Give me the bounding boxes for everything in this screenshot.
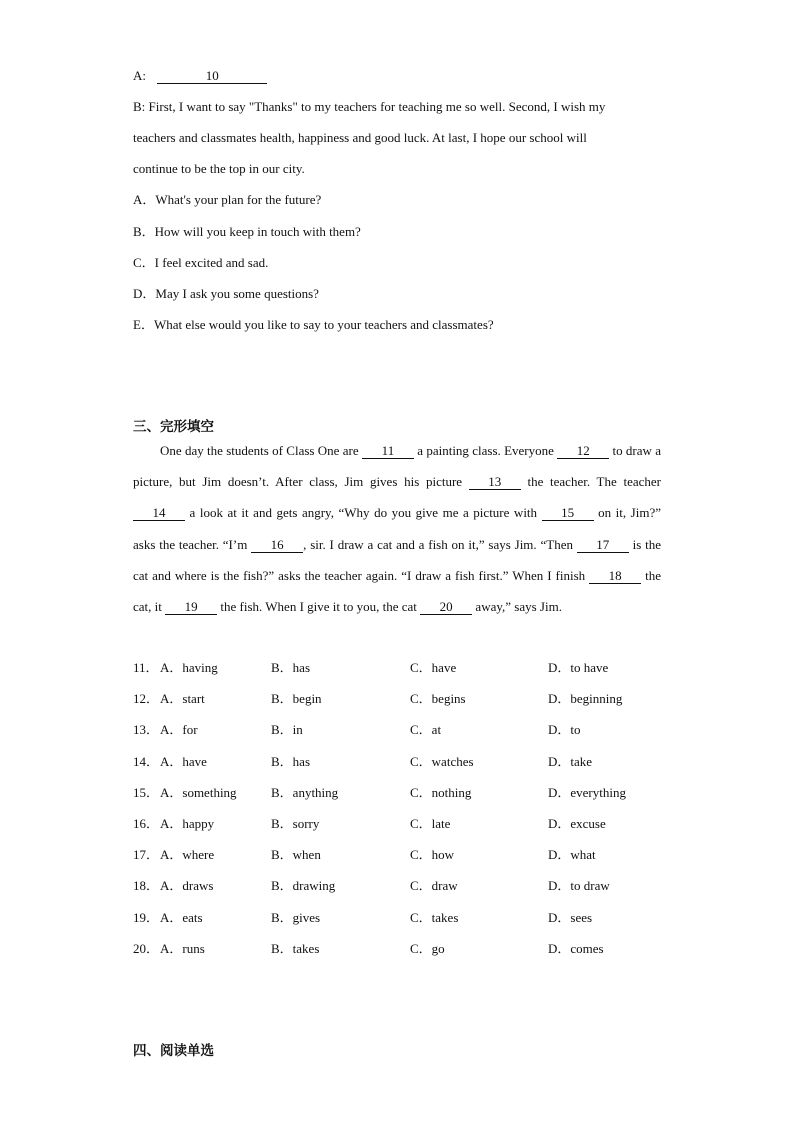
question-number: 19．: [133, 909, 160, 925]
question-row: [133, 877, 693, 895]
question-row: [133, 690, 693, 708]
question-number: 11．: [133, 660, 159, 675]
option-a: A．having: [160, 660, 218, 675]
passage-text: the fish. When I give it to you, the cat: [217, 599, 421, 615]
option-b: B．has: [271, 753, 311, 769]
option-a: A．draws: [160, 878, 214, 894]
question-row: [133, 815, 693, 833]
option-a: A．where: [160, 847, 215, 863]
passage-text: One day the students of Class One are: [160, 443, 362, 458]
dialogue-a-line: [133, 67, 267, 85]
dialogue-option-b: B．How will you keep in touch with them?: [133, 224, 361, 239]
question-row: [133, 784, 693, 802]
option-a: A．something: [160, 784, 237, 800]
passage-text: is the cat and where is the fish?” asks the teacher again. “I draw a fish first.” When I finish: [133, 536, 661, 583]
dialogue-option-a: A．What's your plan for the future?: [133, 192, 322, 207]
option-b: B．gives: [271, 909, 321, 925]
cloze-passage: [133, 435, 661, 622]
option-a: A．eats: [160, 909, 203, 925]
option-a: A．start: [160, 691, 205, 707]
blank-19: 19: [165, 599, 217, 615]
option-c: C．watches: [410, 753, 474, 769]
question-number: 12．: [133, 691, 160, 707]
dialogue-option-d: D．May I ask you some questions?: [133, 286, 319, 301]
option-d: D．to have: [548, 660, 609, 675]
option-c: C．begins: [410, 691, 466, 707]
option-d: D．take: [548, 753, 593, 769]
dialogue-option-e: E．What else would you like to say to your teachers and classmates?: [133, 317, 494, 332]
option-d: D．everything: [548, 784, 626, 800]
passage-text: a look at it and gets angry, “Why do you give me a picture with: [185, 505, 542, 521]
blank-17: 17: [577, 537, 629, 553]
option-a: A．for: [160, 722, 198, 738]
section-heading-reading: 四、阅读单选: [133, 1043, 214, 1059]
blank-16: 16: [251, 537, 303, 553]
option-b: B．takes: [271, 940, 320, 956]
question-number: 13．: [133, 722, 160, 738]
option-b: B．drawing: [271, 878, 336, 894]
option-d: D．what: [548, 847, 596, 863]
passage-text: , sir. I draw a cat and a fish on it,” says Jim. “Then: [303, 536, 577, 552]
option-c: C．nothing: [410, 784, 472, 800]
option-c: C．late: [410, 816, 451, 831]
question-row: [133, 659, 693, 677]
passage-text: the teacher. The teacher: [520, 474, 661, 490]
question-row: [133, 940, 693, 958]
question-row: [133, 846, 693, 864]
passage-text: the cat, it: [133, 567, 662, 615]
option-c: C．draw: [410, 878, 458, 894]
question-row: [133, 909, 693, 927]
blank-15: 15: [542, 505, 594, 521]
blank-10: 10: [157, 68, 267, 84]
question-number: 16．: [133, 816, 160, 831]
blank-14: 14: [133, 505, 185, 521]
blank-12: 12: [557, 443, 609, 459]
option-b: B．in: [271, 722, 303, 738]
option-b: B．when: [271, 847, 321, 863]
option-d: D．to: [548, 722, 581, 738]
option-b: B．begin: [271, 691, 322, 707]
dialogue-b-line-3: continue to be the top in our city.: [133, 161, 305, 176]
option-c: C．at: [410, 722, 442, 738]
blank-18: 18: [589, 568, 641, 584]
passage-text: to draw a picture, but Jim doesn’t. After class, Jim gives his picture: [133, 443, 662, 490]
passage-text: on it, Jim?” asks the teacher. “I’m: [133, 505, 662, 552]
option-a: A．runs: [160, 940, 205, 956]
option-b: B．sorry: [271, 816, 320, 831]
option-d: D．beginning: [548, 691, 623, 707]
blank-20: 20: [420, 599, 472, 615]
dialogue-b-line-2: teachers and classmates health, happiness and good luck. At last, I hope our school will: [133, 130, 587, 145]
option-d: D．to draw: [548, 878, 610, 894]
option-b: B．has: [271, 660, 311, 675]
question-row: [133, 753, 693, 771]
dialogue-b-line-1: B: First, I want to say "Thanks" to my teachers for teaching me so well. Second, I wish my: [133, 99, 606, 114]
option-c: C．go: [410, 940, 445, 956]
speaker-a-label: A:: [133, 68, 146, 83]
passage-text: away,” says Jim.: [472, 599, 562, 615]
option-c: C．takes: [410, 909, 459, 925]
section-heading-cloze: 三、完形填空: [133, 419, 214, 435]
question-row: [133, 721, 693, 739]
option-d: D．excuse: [548, 816, 606, 831]
blank-11: 11: [362, 443, 414, 459]
question-number: 15．: [133, 784, 160, 800]
option-c: C．how: [410, 847, 455, 863]
option-a: A．happy: [160, 816, 215, 831]
option-b: B．anything: [271, 784, 339, 800]
blank-13: 13: [469, 474, 521, 490]
option-d: D．comes: [548, 940, 604, 956]
option-c: C．have: [410, 660, 457, 675]
question-number: 17．: [133, 847, 160, 863]
dialogue-option-c: C．I feel excited and sad.: [133, 255, 269, 270]
question-number: 14．: [133, 753, 160, 769]
option-d: D．sees: [548, 909, 593, 925]
question-number: 18．: [133, 878, 160, 894]
question-number: 20．: [133, 940, 160, 956]
option-a: A．have: [160, 753, 207, 769]
passage-text: a painting class. Everyone: [413, 443, 558, 458]
